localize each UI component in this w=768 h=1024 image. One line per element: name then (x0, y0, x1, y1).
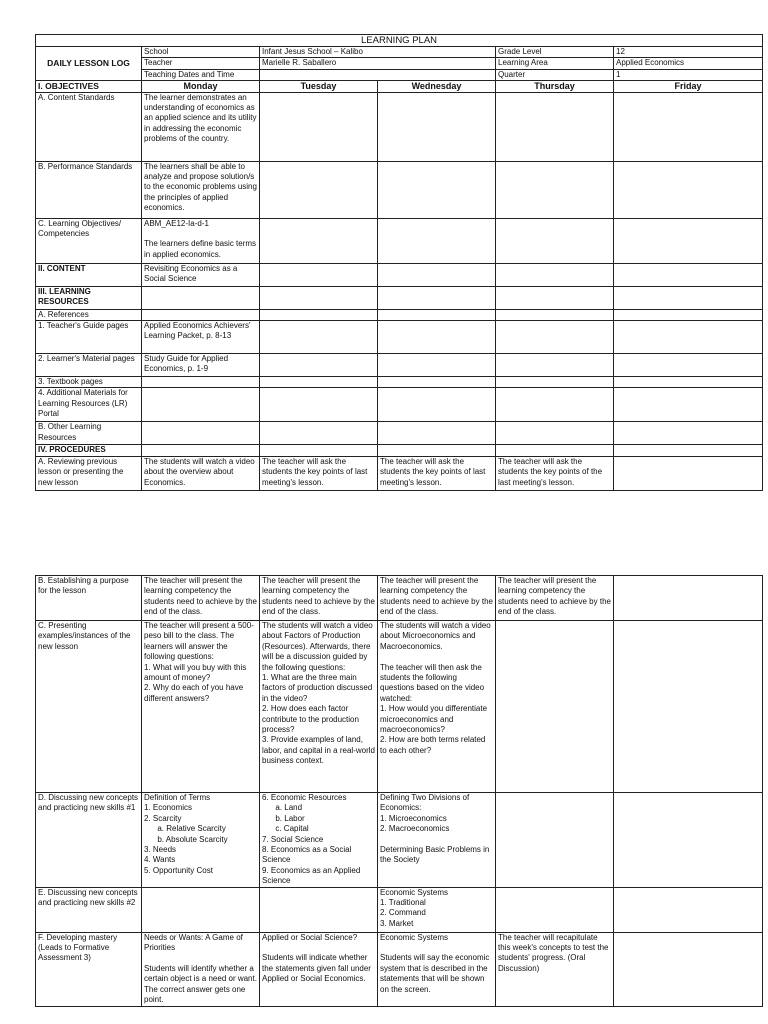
quarter-value: 1 (614, 69, 763, 80)
developing-mastery-row (36, 932, 763, 1006)
cell-thursday: The teacher will present the learning competency the students need to achieve by the end of the class. (496, 576, 614, 621)
cell-thursday: The teacher will recapitulate this week's concepts to test the students' progress. (Oral Discussion) (496, 932, 614, 1006)
cell-tuesday: The students will watch a video about Factors of Production (Resources). Afterwards, there will be a discussion guided by the following questions: 1. What are the three main factors of production discussed in the video? 2. How does each factor contribute to the production process? 3. Provide examples of land, labor, and capital in a real-world business context. (260, 621, 378, 793)
learning-area-value: Applied Economics (614, 58, 763, 69)
grade-level-label: Grade Level (496, 47, 614, 58)
page-title: LEARNING PLAN (36, 35, 763, 47)
cell-wednesday: Economic Systems Students will say the economic system that is described in the statements that will be shown on the screen. (378, 932, 496, 1006)
cell-wednesday: The students will watch a video about Microeconomics and Macroeconomics. The teacher will then ask the students the following questions based on the video watched: 1. How would you differentiate microeconomics and macroeconomics? 2. How are both terms related to each other? (378, 621, 496, 793)
teacher-value: Marielle R. Saballero (260, 58, 496, 69)
day-thursday: Thursday (496, 81, 614, 92)
row-label: 1. Teacher's Guide pages (36, 321, 142, 354)
teaching-dates-label: Teaching Dates and Time (142, 69, 260, 80)
discussing-concepts-1-row (36, 793, 763, 888)
row-label: B. Performance Standards (36, 161, 142, 218)
learning-plan-table (35, 34, 763, 491)
row-label: II. CONTENT (36, 263, 142, 286)
daily-lesson-log-label: DAILY LESSON LOG (36, 47, 142, 81)
row-label: 3. Textbook pages (36, 377, 142, 388)
teacher-label: Teacher (142, 58, 260, 69)
cell-monday: The teacher will present a 500-peso bill to the class. The learners will answer the following questions: 1. What will you buy with this amount of money? 2. Why do each of you have different answers? (142, 621, 260, 793)
textbook-pages-row (36, 377, 763, 388)
objectives-heading: I. OBJECTIVES (36, 81, 142, 92)
row-label: F. Developing mastery (Leads to Formative Assessment 3) (36, 932, 142, 1006)
row-label: C. Learning Objectives/ Competencies (36, 218, 142, 263)
additional-materials-row (36, 388, 763, 422)
row-label: B. Establishing a purpose for the lesson (36, 576, 142, 621)
day-monday: Monday (142, 81, 260, 92)
row-label: B. Other Learning Resources (36, 422, 142, 445)
cell-tuesday: Applied or Social Science? Students will indicate whether the statements given fall under Applied or Social Economics. (260, 932, 378, 1006)
row-label: D. Discussing new concepts and practicing new skills #1 (36, 793, 142, 888)
lesson-log-page-2 (35, 575, 762, 1007)
procedures-table (35, 575, 763, 1007)
learning-objectives-row (36, 218, 763, 263)
content-standards-row (36, 92, 763, 161)
cell-wednesday: The teacher will ask the students the key points of last meeting's lesson. (378, 456, 496, 490)
row-label: A. Content Standards (36, 92, 142, 161)
cell-tuesday: The teacher will present the learning competency the students need to achieve by the end of the class. (260, 576, 378, 621)
references-row (36, 309, 763, 320)
cell-monday: Applied Economics Achievers' Learning Packet, p. 8-13 (142, 321, 260, 354)
quarter-label: Quarter (496, 69, 614, 80)
cell-wednesday: The teacher will present the learning competency the students need to achieve by the end of the class. (378, 576, 496, 621)
cell-tuesday: 6. Economic Resources a. Land b. Labor c. Capital 7. Social Science 8. Economics as a Social Science 9. Economics as an Applied Science (260, 793, 378, 888)
cell-monday: Needs or Wants: A Game of Priorities Students will identify whether a certain object is a need or want. The correct answer gets one point. (142, 932, 260, 1006)
school-label: School (142, 47, 260, 58)
cell-monday: Study Guide for Applied Economics, p. 1-9 (142, 354, 260, 377)
row-label: A. Reviewing previous lesson or presenting the new lesson (36, 456, 142, 490)
establishing-purpose-row (36, 576, 763, 621)
teachers-guide-row (36, 321, 763, 354)
cell-monday: The teacher will present the learning competency the students need to achieve by the end of the class. (142, 576, 260, 621)
presenting-examples-row (36, 621, 763, 793)
cell-monday: The students will watch a video about the overview about Economics. (142, 456, 260, 490)
other-resources-row (36, 422, 763, 445)
row-label: 4. Additional Materials for Learning Resources (LR) Portal (36, 388, 142, 422)
row-label: 2. Learner's Material pages (36, 354, 142, 377)
grade-level-value: 12 (614, 47, 763, 58)
row-label: III. LEARNING RESOURCES (36, 286, 142, 309)
cell-monday: The learner demonstrates an understanding of economics as an applied science and its utility in addressing the economic problems of the country. (142, 92, 260, 161)
cell-tuesday: The teacher will ask the students the key points of last meeting's lesson. (260, 456, 378, 490)
row-label: E. Discussing new concepts and practicing new skills #2 (36, 887, 142, 932)
reviewing-lesson-row (36, 456, 763, 490)
day-tuesday: Tuesday (260, 81, 378, 92)
cell-monday: Revisiting Economics as a Social Science (142, 263, 260, 286)
cell-monday: ABM_AE12-Ia-d-1 The learners define basic terms in applied economics. (142, 218, 260, 263)
row-label: IV. PROCEDURES (36, 445, 142, 456)
cell-monday: The learners shall be able to analyze and propose solution/s to the economic problems using the principles of applied economics. (142, 161, 260, 218)
learning-resources-row (36, 286, 763, 309)
row-label: A. References (36, 309, 142, 320)
discussing-concepts-2-row (36, 887, 763, 932)
procedures-row (36, 445, 763, 456)
teaching-dates-value (260, 69, 496, 80)
row-label: C. Presenting examples/instances of the new lesson (36, 621, 142, 793)
learning-area-label: Learning Area (496, 58, 614, 69)
cell-thursday: The teacher will ask the students the key points of the last meeting's lesson. (496, 456, 614, 490)
lesson-log-page-1 (35, 34, 762, 491)
school-value: Infant Jesus School – Kalibo (260, 47, 496, 58)
day-wednesday: Wednesday (378, 81, 496, 92)
content-row (36, 263, 763, 286)
learners-material-row (36, 354, 763, 377)
cell-wednesday: Economic Systems 1. Traditional 2. Command 3. Market (378, 887, 496, 932)
performance-standards-row (36, 161, 763, 218)
day-friday: Friday (614, 81, 763, 92)
cell-wednesday: Defining Two Divisions of Economics: 1. Microeconomics 2. Macroeconomics Determining Basic Problems in the Society (378, 793, 496, 888)
cell-monday: Definition of Terms 1. Economics 2. Scarcity a. Relative Scarcity b. Absolute Scarcity 3. Needs 4. Wants 5. Opportunity Cost (142, 793, 260, 888)
